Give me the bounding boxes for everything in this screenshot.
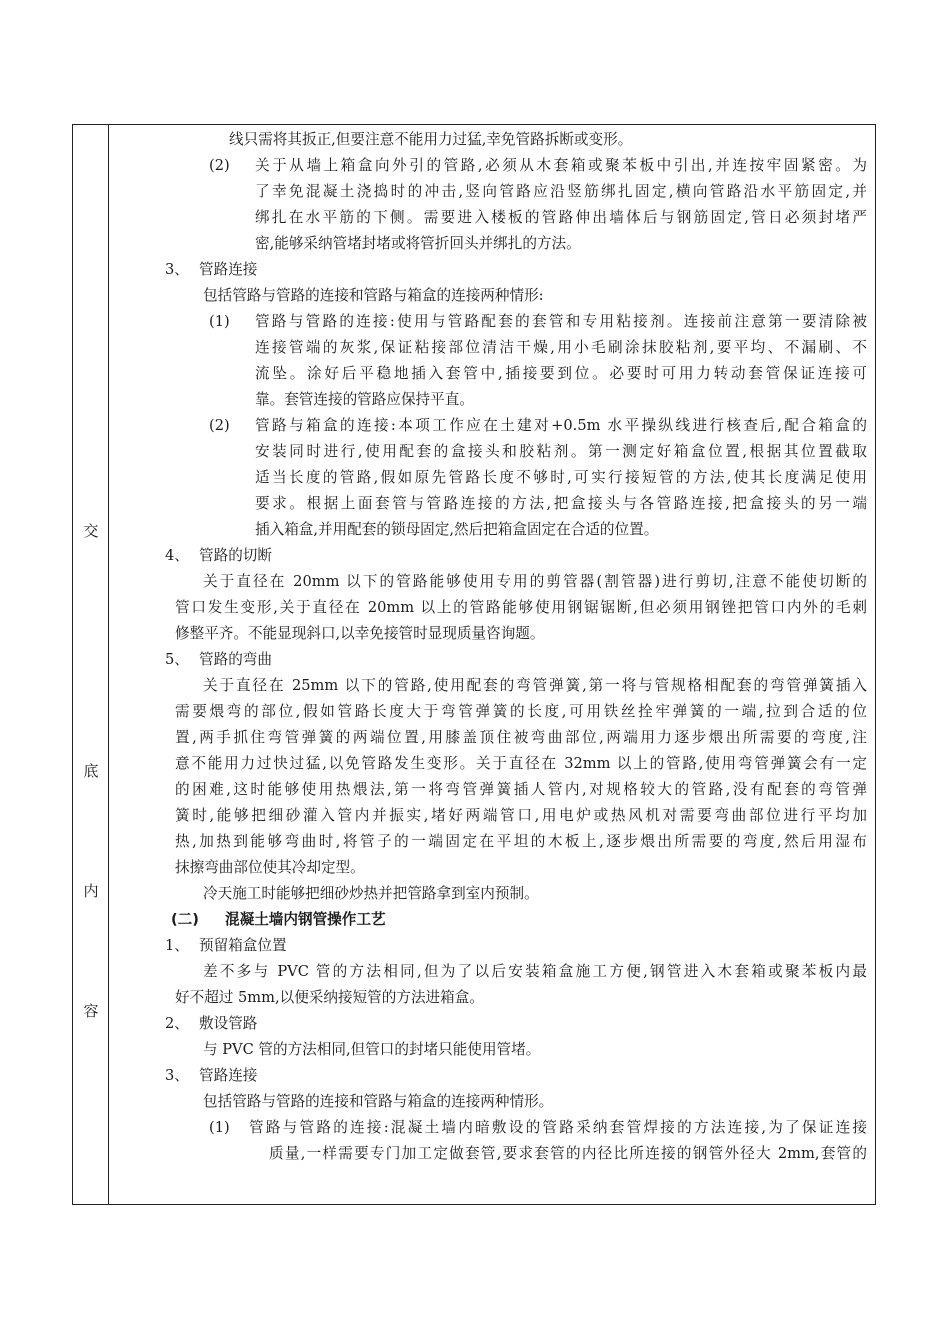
- section-heading: 混凝土墙内钢管操作工艺: [225, 911, 386, 928]
- text-line: 适当长度的管路,假如原先管路长度不够时,可实行接短管的方法,使其长度满足使用: [255, 469, 867, 486]
- text-line: 差不多与 PVC 管的方法相同,但为了以后安装箱盒施工方便,钢管进入木套箱或聚苯板内最: [203, 963, 867, 980]
- text-line: 管路与箱盒的连接:本项工作应在土建对+0.5m 水平操纵线进行核查后,配合箱盒的: [255, 417, 867, 434]
- text-line: 抹擦弯曲部位使其冷却定型。: [175, 859, 365, 876]
- text-line: 管口发生变形,关于直径在 20mm 以上的管路能够使用钢锯锯断,但必须用钢锉把管口内外的毛刺: [175, 599, 867, 616]
- text-line: 的困难,这时能够使用热煨法,第一将弯管弹簧插人管内,对规格较大的管路,没有配套的弯管弹: [175, 781, 867, 798]
- text-line: 线只需将其扳正,但要注意不能用力过猛,幸免管路拆断或变形。: [229, 131, 633, 148]
- text-line: 关于直径在 20mm 以下的管路能够使用专用的剪管器(割管器)进行剪切,注意不能使切断的: [203, 573, 867, 590]
- text-line: 修整平齐。不能显现斜口,以幸免接管时显现质量咨询题。: [175, 625, 545, 642]
- text-line: 流坠。涂好后平稳地插入套管中,插接要到位。必要时可用力转动套管保证连接可: [255, 365, 867, 382]
- text-line: 与 PVC 管的方法相同,但管口的封堵只能使用管堵。: [203, 1041, 541, 1058]
- side-label-char: 底: [83, 762, 99, 780]
- item-number: (二): [171, 911, 199, 928]
- item-number: 2、: [165, 1015, 189, 1032]
- text-line: 包括管路与管路的连接和管路与箱盒的连接两种情形:: [203, 287, 544, 304]
- side-label-char: 容: [83, 1002, 99, 1020]
- side-label-char: 内: [83, 882, 99, 900]
- item-number: 5、: [165, 651, 189, 668]
- text-line: 管路连接: [199, 261, 258, 278]
- text-line: 需要煨弯的部位,假如管路长度大于弯管弹簧的长度,可用铁丝拴牢弹簧的一端,拉到合适的位: [175, 703, 867, 720]
- item-number: 3、: [165, 1067, 189, 1084]
- item-number: (2): [209, 157, 230, 174]
- side-label-char: 交: [83, 522, 99, 540]
- text-line: 关于直径在 25mm 以下的管路,使用配套的弯管弹簧,第一将与管规格相配套的弯管弹簧插入: [203, 677, 867, 694]
- text-line: 安装同时进行,使用配套的盒接头和胶粘剂。第一测定好箱盒位置,根据其位置截取: [255, 443, 867, 460]
- item-number: (2): [209, 417, 230, 434]
- text-line: 质量,一样需要专门加工定做套管,要求套管的内径比所连接的钢管外径大 2mm,套管的: [269, 1145, 867, 1162]
- text-line: 好不超过 5mm,以便采纳接短管的方法进箱盒。: [175, 989, 484, 1006]
- text-line: 包括管路与管路的连接和管路与箱盒的连接两种情形。: [203, 1093, 554, 1110]
- text-line: 意不能用力过快过猛,以免管路发生变形。关于直径在 32mm 以上的管路,使用弯管弹簧会有一定: [175, 755, 867, 772]
- disclosure-table: [72, 124, 876, 1205]
- text-line: 绑扎在水平筋的下侧。需要进入楼板的管路伸出墙体后与钢筋固定,管日必须封堵严: [255, 209, 867, 226]
- item-number: (1): [209, 313, 230, 330]
- text-line: 靠。套管连接的管路应保持平直。: [255, 391, 474, 408]
- disclosure-content: [109, 125, 875, 1204]
- text-line: 要求。根据上面套管与管路连接的方法,把盒接头与各管路连接,把盒接头的另一端: [255, 495, 867, 512]
- text-line: 关于从墙上箱盒向外引的管路,必须从木套箱或聚苯板中引出,并连按牢固紧密。为: [255, 157, 867, 174]
- text-line: 管路连接: [199, 1067, 258, 1084]
- side-label-column: [73, 125, 109, 1204]
- item-number: 1、: [165, 937, 189, 954]
- text-line: 了幸免混凝土浇捣时的冲击,竖向管路应沿竖筋绑扎固定,横向管路沿水平筋固定,并: [255, 183, 867, 200]
- text-line: 簧时,能够把细砂灌入管内并振实,堵好两端管口,用电炉或热风机对需要弯曲部位进行平均加: [175, 807, 867, 824]
- text-line: 预留箱盒位置: [199, 937, 287, 954]
- text-line: 冷天施工时能够把细砂炒热并把管路拿到室内预制。: [203, 885, 539, 902]
- text-line: 插入箱盒,并用配套的锁母固定,然后把箱盒固定在合适的位置。: [255, 521, 659, 538]
- text-line: 连接管端的灰浆,保证粘接部位清洁干燥,用小毛刷涂抹胶粘剂,要平均、不漏刷、不: [255, 339, 867, 356]
- text-line: 密,能够采纳管堵封堵或将管折回头并绑扎的方法。: [255, 235, 581, 252]
- text-line: 置,两手抓住弯管弹簧的两端位置,用膝盖顶住被弯曲部位,两端用力逐步煨出所需要的弯度,注: [175, 729, 867, 746]
- item-number: 4、: [165, 547, 189, 564]
- text-line: 管路与管路的连接:混凝土墙内暗敷设的管路采纳套管焊接的方法连接,为了保证连接: [249, 1119, 867, 1136]
- item-number: 3、: [165, 261, 189, 278]
- text-line: 管路的弯曲: [199, 651, 272, 668]
- text-line: 管路与管路的连接:使用与管路配套的套管和专用粘接剂。连接前注意第一要清除被: [255, 313, 867, 330]
- text-line: 敷设管路: [199, 1015, 258, 1032]
- text-line: 管路的切断: [199, 547, 272, 564]
- text-line: 热,加热到能够弯曲时,将管子的一端固定在平坦的木板上,逐步煨出所需要的弯度,然后用湿布: [175, 833, 867, 850]
- item-number: (1): [209, 1119, 230, 1136]
